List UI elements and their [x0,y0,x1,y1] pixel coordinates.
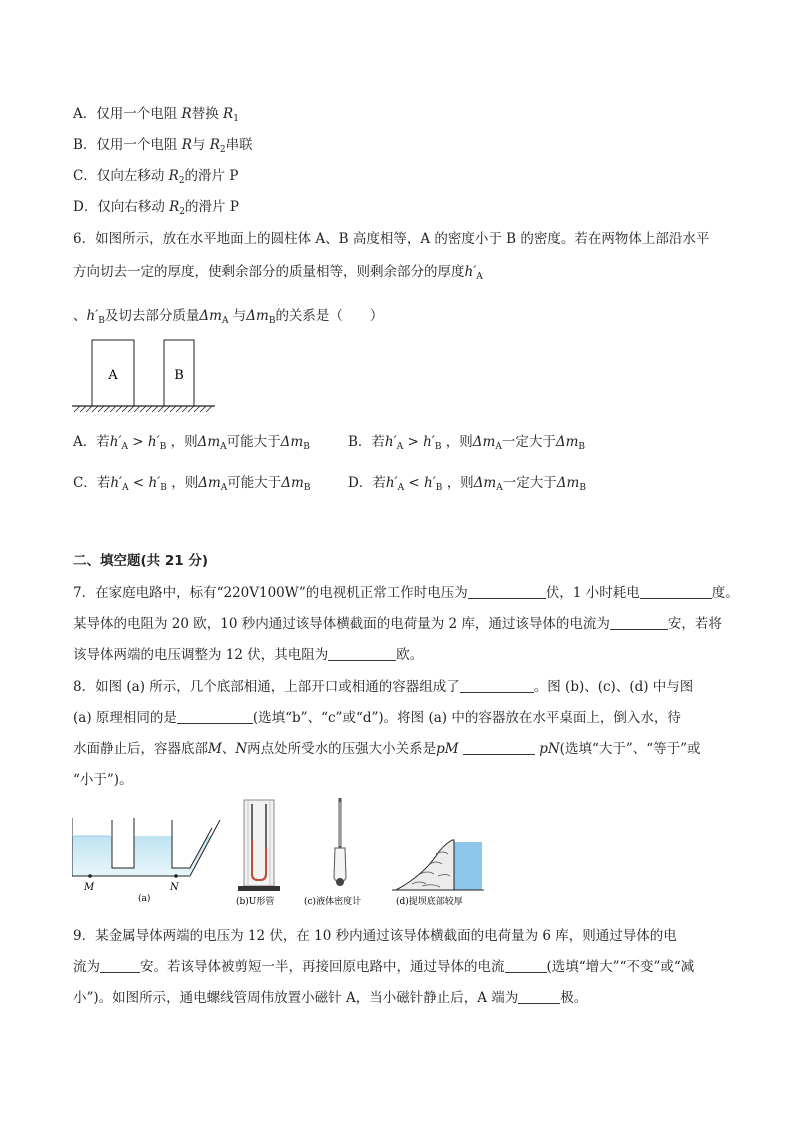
q6-option-d: D．若$h'_A < h'_B$ ，则$\Delta m_A$一定大于$\Delta m_B$ [348,475,586,493]
section-title: 二、填空题(共 21 分) [73,553,209,569]
q8-line4: “小于”)。 [73,772,133,788]
q8-blank-1[interactable] [460,678,534,693]
q7-blank-2[interactable] [640,584,712,599]
q5-option-d: D．仅向右移动 $R_2$的滑片 P [73,199,239,217]
q8-line1: 8．如图 (a) 所示，几个底部相通，上部开口或相通的容器组成了 。图 (b)、(c)、(d) 中与图 [73,679,694,695]
q6-option-b: B．若$h'_A > h'_B$ ，则$\Delta m_A$一定大于$\Delta m_B$ [348,434,586,452]
cylinder-b-label: B [174,368,184,383]
q9-line2: 流为 安。若该导体被剪短一半，再接回原电路中，通过导体的电流 (选填“增大”“不变”或“减 [73,959,695,975]
q7-line2: 某导体的电阻为 20 欧，10 秒内通过该导体横截面的电荷量为 2 库，通过该导体的电流为 安，若将 [73,616,722,632]
label-n: N [170,882,179,893]
q9-line3: 小”)。如图所示，通电螺线管周伟放置小磁针 A，当小磁针静止后，A 端为 极。 [73,990,588,1006]
cylinder-a-label: A [108,368,118,383]
q8-blank-2[interactable] [177,709,253,724]
q8-blank-3[interactable] [463,740,535,755]
q5-option-b: B．仅用一个电阻 R与 $R_2$串联 [73,137,253,155]
caption-d: (d)提坝底部较厚 [396,897,463,906]
dam-figure [392,836,492,906]
connected-vessels-figure [72,810,222,902]
q7-line1: 7．在家庭电路中，标有“220V100W”的电视机正常工作时电压为 伏，1 小时耗电 度。 [73,585,739,601]
q5-option-c: C．仅向左移动 $R_2$的滑片 P [73,168,239,186]
point-n [174,874,178,878]
hydrometer-figure [300,796,380,906]
q9-blank-1[interactable] [100,958,140,973]
q7-line3: 该导体两端的电压调整为 12 伏，其电阻为 欧。 [73,647,424,663]
q7-blank-1[interactable] [468,584,546,599]
ground-hatching [74,406,212,412]
q6-stem-line1: 6．如图所示，放在水平地面上的圆柱体 A、B 高度相等，A 的密度小于 B 的密度。若在两物体上部沿水平 [73,231,710,247]
q8-line2: (a) 原理相同的是 (选填“b”、“c”或“d”)。将图 (a) 中的容器放在水平桌面上，倒入水，待 [73,710,681,726]
q8-line3: 水面静止后，容器底部M、N两点处所受水的压强大小关系是pM pN(选填“大于”、“等于”或 [73,741,701,757]
q7-blank-3[interactable] [610,615,668,630]
q9-blank-3[interactable] [518,989,560,1004]
caption-a: (a) [138,894,151,902]
q7-blank-4[interactable] [328,646,396,661]
u-tube-figure [230,796,290,906]
q5-option-a: A．仅用一个电阻 R替换 $R_1$ [73,106,239,124]
cylinders-figure [72,338,217,413]
q9-line1: 9．某金属导体两端的电压为 12 伏，在 10 秒内通过该导体横截面的电荷量为 6 库，则通过导体的电 [73,928,677,944]
q6-option-c: C．若$h'_A < h'_B$ ，则$\Delta m_A$可能大于$\Delta m_B$ [73,475,311,493]
label-m: M [84,882,95,893]
caption-b: (b)U形管 [236,897,275,906]
q6-stem-line2: 方向切去一定的厚度，使剩余部分的质量相等，则剩余部分的厚度$h'_A$ [73,264,483,282]
point-m [88,874,92,878]
q6-stem-line3: 、$h'_B$及切去部分质量$\Delta m_A$ 与$\Delta m_B$的关系是（ ） [73,308,384,326]
caption-c: (c)液体密度计 [304,897,362,906]
q9-blank-2[interactable] [505,958,547,973]
q6-option-a: A．若$h'_A > h'_B$ ，则$\Delta m_A$可能大于$\Delta m_B$ [73,434,310,452]
